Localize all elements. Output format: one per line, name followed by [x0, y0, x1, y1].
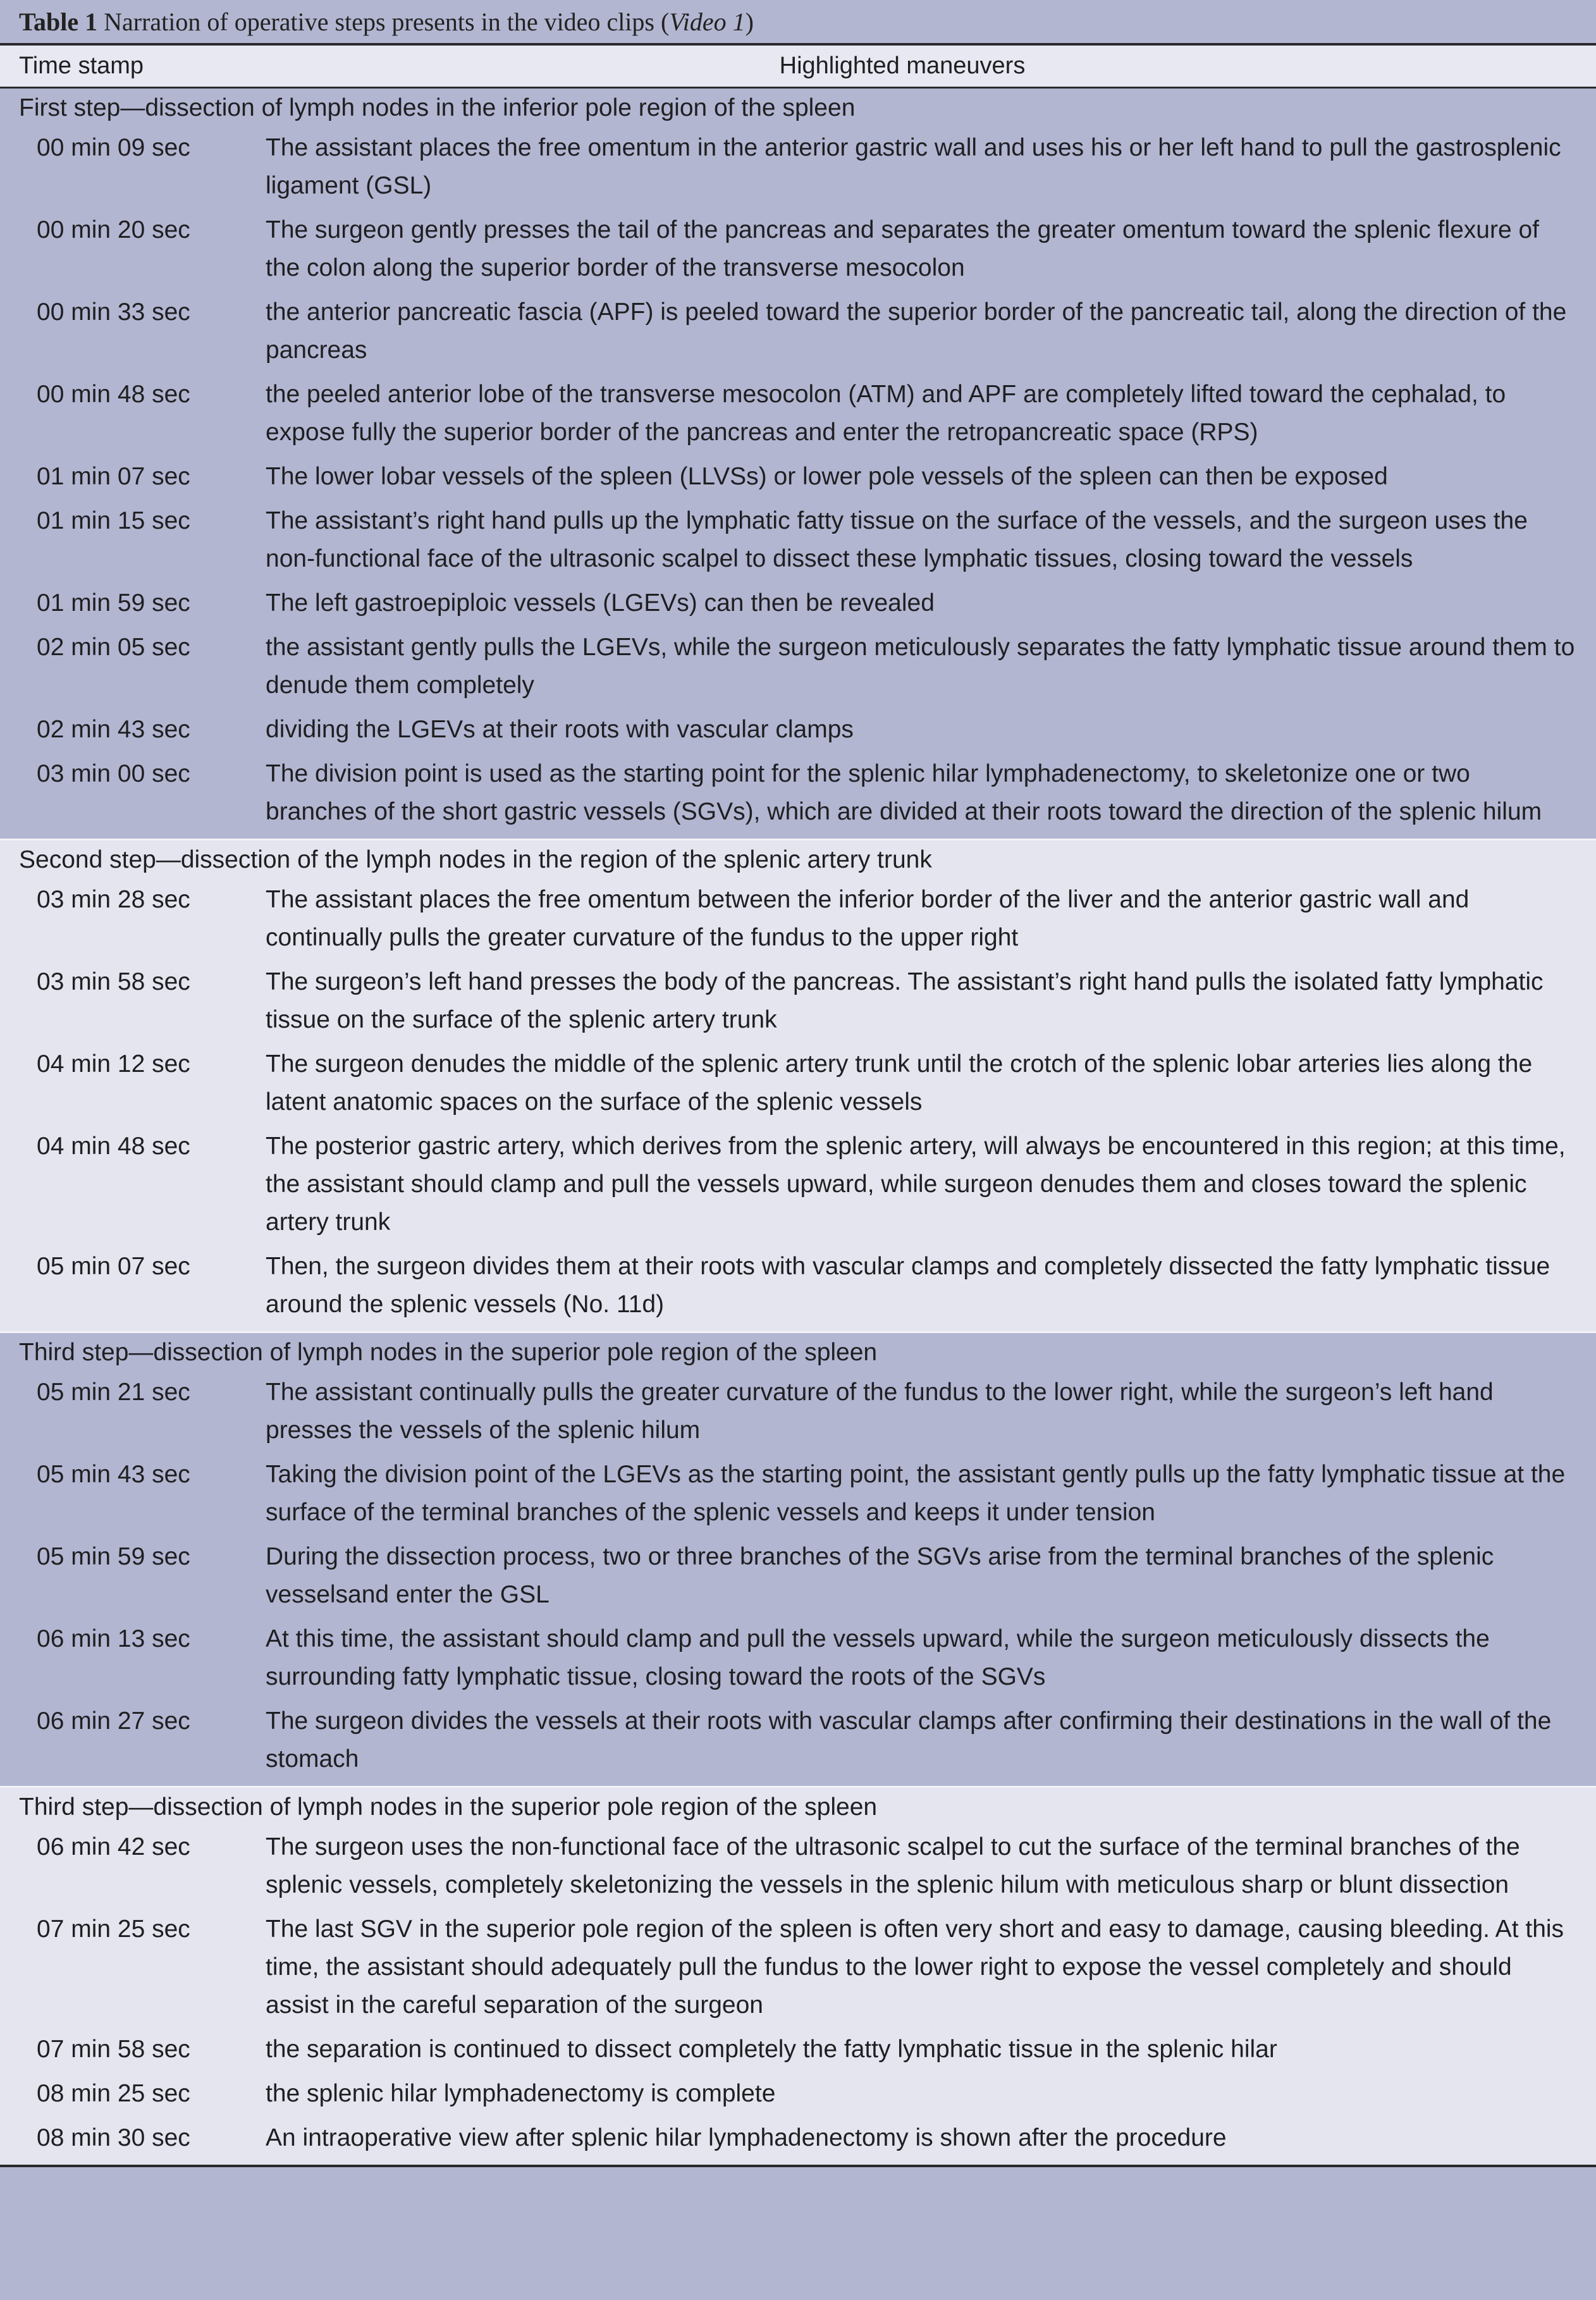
table-body — [0, 89, 1596, 2165]
table-caption-video-ref: Video 1 — [669, 7, 746, 36]
table-section — [0, 89, 1596, 839]
table-row — [0, 1538, 1596, 1620]
section-title: First step—dissection of lymph nodes in the inferior pole region of the spleen — [19, 94, 856, 121]
section-title: Third step—dissection of lymph nodes in the superior pole region of the spleen — [19, 1793, 878, 1821]
table-bottom-rule — [0, 2165, 1596, 2167]
table-row — [0, 2119, 1596, 2165]
maneuver-cell: The assistant continually pulls the greater curvature of the fundus to the lower right, while the surgeon’s left hand presses the vessels of the splenic hilum — [266, 1379, 1494, 1444]
table-row — [0, 211, 1596, 293]
table-row — [0, 1128, 1596, 1248]
time-stamp-cell: 05 min 07 sec — [37, 1253, 190, 1280]
maneuver-cell: An intraoperative view after splenic hilar lymphadenectomy is shown after the procedure — [266, 2124, 1227, 2151]
time-stamp-cell: 02 min 05 sec — [37, 634, 190, 661]
maneuver-cell: the anterior pancreatic fascia (APF) is peeled toward the superior border of the pancreatic tail, along the direction of the pancreas — [266, 298, 1567, 364]
maneuver-cell: The assistant’s right hand pulls up the lymphatic fatty tissue on the surface of the vessels, and the surgeon uses the non-functional face of the ultrasonic scalpel to dissect these lymphatic tissues, closing toward the vessels — [266, 507, 1528, 572]
table-row — [0, 502, 1596, 584]
time-stamp-cell: 00 min 09 sec — [37, 134, 190, 161]
time-stamp-cell: 01 min 07 sec — [37, 463, 190, 490]
maneuver-cell: The last SGV in the superior pole region of the spleen is often very short and easy to damage, causing bleeding. At this time, the assistant should adequately pull the fundus to the lower right to expose the vessel completely and should assist in the careful separation of the surgeon — [266, 1916, 1564, 2019]
time-stamp-cell: 02 min 43 sec — [37, 716, 190, 743]
maneuver-cell: the splenic hilar lymphadenectomy is complete — [266, 2080, 776, 2107]
maneuver-cell: At this time, the assistant should clamp and pull the vessels upward, while the surgeon meticulously dissects the surrounding fatty lymphatic tissue, closing toward the roots of the SGVs — [266, 1625, 1490, 1690]
table-caption-text: Narration of operative steps presents in the video clips ( — [104, 7, 670, 36]
table-row — [0, 129, 1596, 211]
maneuver-cell: The surgeon denudes the middle of the splenic artery trunk until the crotch of the splenic lobar arteries lies along the latent anatomic spaces on the surface of the splenic vessels — [266, 1050, 1533, 1116]
maneuver-cell: The lower lobar vessels of the spleen (LLVSs) or lower pole vessels of the spleen can then be exposed — [266, 463, 1388, 490]
maneuver-cell: The surgeon’s left hand presses the body of the pancreas. The assistant’s right hand pulls the isolated fatty lymphatic tissue on the surface of the splenic artery trunk — [266, 968, 1544, 1033]
maneuver-cell: Taking the division point of the LGEVs as the starting point, the assistant gently pulls up the fatty lymphatic tissue at the surface of the terminal branches of the splenic vessels and keeps it under tension — [266, 1461, 1566, 1526]
header-time-stamp: Time stamp — [19, 52, 144, 79]
table-row — [0, 755, 1596, 839]
time-stamp-cell: 05 min 21 sec — [37, 1379, 190, 1406]
time-stamp-cell: 01 min 15 sec — [37, 507, 190, 534]
maneuver-cell: The posterior gastric artery, which derives from the splenic artery, will always be encountered in this region; at this time, the assistant should clamp and pull the vessels upward, while surgeon denudes them and closes toward the splenic artery trunk — [266, 1133, 1566, 1236]
table-row — [0, 584, 1596, 629]
table-row — [0, 881, 1596, 963]
table-row — [0, 2075, 1596, 2119]
table-row — [0, 711, 1596, 755]
table-row — [0, 1045, 1596, 1128]
maneuver-cell: dividing the LGEVs at their roots with vascular clamps — [266, 716, 854, 743]
time-stamp-cell: 06 min 42 sec — [37, 1833, 190, 1860]
time-stamp-cell: 07 min 25 sec — [37, 1916, 190, 1943]
time-stamp-cell: 08 min 25 sec — [37, 2080, 190, 2107]
header-highlighted-maneuvers: Highlighted maneuvers — [779, 52, 1026, 79]
time-stamp-cell: 05 min 59 sec — [37, 1543, 190, 1570]
time-stamp-cell: 06 min 27 sec — [37, 1707, 190, 1735]
time-stamp-cell: 03 min 00 sec — [37, 760, 190, 787]
table-caption-label: Table 1 — [19, 7, 98, 36]
maneuver-cell: The surgeon divides the vessels at their roots with vascular clamps after confirming their destinations in the wall of the stomach — [266, 1707, 1552, 1773]
table-row — [0, 1374, 1596, 1456]
time-stamp-cell: 04 min 48 sec — [37, 1133, 190, 1160]
table-row — [0, 1702, 1596, 1786]
section-title: Second step—dissection of the lymph nodes in the region of the splenic artery trunk — [19, 846, 932, 873]
table-section — [0, 839, 1596, 1331]
table-header — [0, 46, 1596, 89]
time-stamp-cell: 03 min 28 sec — [37, 886, 190, 913]
table-caption-close: ) — [745, 7, 754, 36]
maneuver-cell: The assistant places the free omentum in the anterior gastric wall and uses his or her left hand to pull the gastrosplenic ligament (GSL) — [266, 134, 1561, 199]
table-section — [0, 1786, 1596, 2165]
maneuver-cell: The surgeon gently presses the tail of the pancreas and separates the greater omentum toward the splenic flexure of the colon along the superior border of the transverse mesocolon — [266, 216, 1540, 281]
maneuver-cell: Then, the surgeon divides them at their roots with vascular clamps and completely dissected the fatty lymphatic tissue around the splenic vessels (No. 11d) — [266, 1253, 1550, 1318]
table-section — [0, 1331, 1596, 1786]
time-stamp-cell: 03 min 58 sec — [37, 968, 190, 995]
time-stamp-cell: 08 min 30 sec — [37, 2124, 190, 2151]
time-stamp-cell: 05 min 43 sec — [37, 1461, 190, 1488]
table-row — [0, 458, 1596, 502]
time-stamp-cell: 06 min 13 sec — [37, 1625, 190, 1652]
table-row — [0, 963, 1596, 1045]
table-row — [0, 2031, 1596, 2075]
time-stamp-cell: 00 min 20 sec — [37, 216, 190, 243]
maneuver-cell: The division point is used as the starting point for the splenic hilar lymphadenectomy, to skeletonize one or two branches of the short gastric vessels (SGVs), which are divided at their roots toward the direction of the splenic hilum — [266, 760, 1542, 825]
table-row — [0, 1828, 1596, 1910]
time-stamp-cell: 00 min 33 sec — [37, 298, 190, 326]
maneuver-cell: the peeled anterior lobe of the transverse mesocolon (ATM) and APF are completely lifted toward the cephalad, to expose fully the superior border of the pancreas and enter the retropancreatic space (RPS) — [266, 381, 1506, 446]
time-stamp-cell: 01 min 59 sec — [37, 589, 190, 617]
maneuver-cell: During the dissection process, two or three branches of the SGVs arise from the terminal branches of the splenic vesselsand enter the GSL — [266, 1543, 1494, 1608]
table-row — [0, 1248, 1596, 1331]
maneuver-cell: the separation is continued to dissect completely the fatty lymphatic tissue in the splenic hilar — [266, 2036, 1277, 2063]
time-stamp-cell: 04 min 12 sec — [37, 1050, 190, 1078]
maneuver-cell: The surgeon uses the non-functional face of the ultrasonic scalpel to cut the surface of the terminal branches of the splenic vessels, completely skeletonizing the vessels in the splenic hilum with meticulous sharp or blunt dissection — [266, 1833, 1520, 1898]
maneuver-cell: the assistant gently pulls the LGEVs, while the surgeon meticulously separates the fatty lymphatic tissue around them to denude them completely — [266, 634, 1575, 699]
maneuver-cell: The left gastroepiploic vessels (LGEVs) can then be revealed — [266, 589, 935, 617]
table-row — [0, 293, 1596, 376]
time-stamp-cell: 00 min 48 sec — [37, 381, 190, 408]
table-row — [0, 629, 1596, 711]
time-stamp-cell: 07 min 58 sec — [37, 2036, 190, 2063]
table-row — [0, 1910, 1596, 2031]
table-row — [0, 376, 1596, 458]
table-row — [0, 1620, 1596, 1702]
section-title: Third step—dissection of lymph nodes in the superior pole region of the spleen — [19, 1339, 878, 1366]
table-caption — [0, 0, 1596, 46]
maneuver-cell: The assistant places the free omentum between the inferior border of the liver and the anterior gastric wall and continually pulls the greater curvature of the fundus to the upper right — [266, 886, 1470, 951]
table-row — [0, 1456, 1596, 1538]
